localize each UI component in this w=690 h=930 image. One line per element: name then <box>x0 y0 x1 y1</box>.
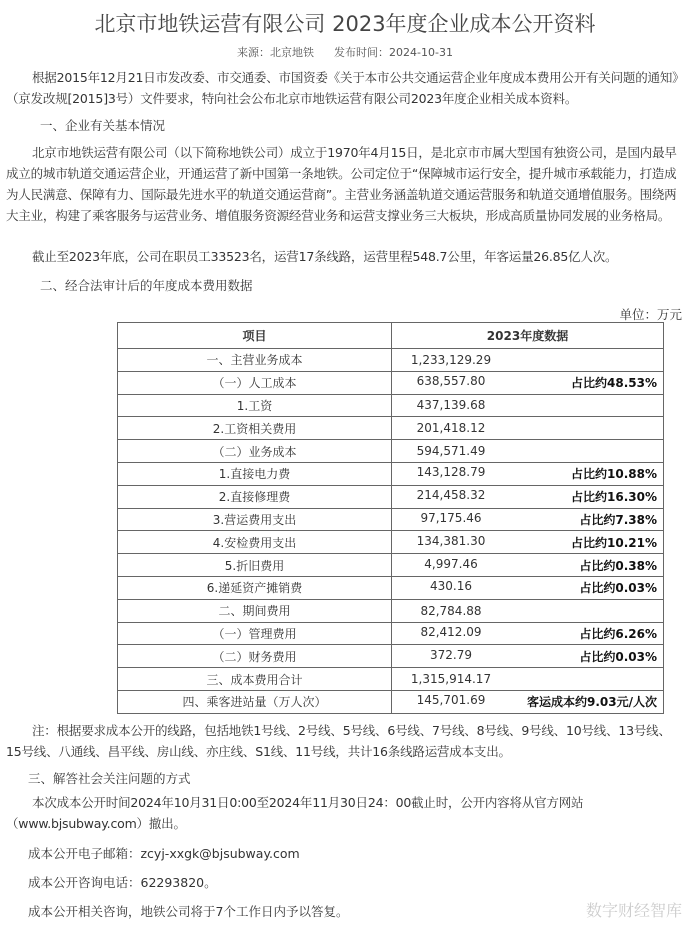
row-item: 2.直接修理费 <box>118 485 392 508</box>
row-item: 4.安检费用支出 <box>118 531 392 554</box>
row-value: 214,458.32 <box>416 488 486 503</box>
row-item: 5.折旧费用 <box>118 554 392 577</box>
row-value-cell <box>392 349 664 372</box>
row-value-cell <box>392 371 664 394</box>
row-note: 占比约7.38% <box>579 512 657 527</box>
row-note: 占比约0.38% <box>579 558 657 573</box>
table-row <box>118 349 664 372</box>
row-value-cell <box>392 417 664 440</box>
row-note: 占比约16.30% <box>571 490 657 505</box>
row-value: 430.16 <box>430 579 472 594</box>
table-row <box>118 599 664 622</box>
row-item: 1.工资 <box>118 394 392 417</box>
section-heading-2: 二、经合法审计后的年度成本费用数据 <box>40 278 253 293</box>
row-item: （二）财务费用 <box>118 645 392 668</box>
table-row <box>118 690 664 713</box>
row-item: 一、主营业务成本 <box>118 349 392 372</box>
row-item: 二、期间费用 <box>118 599 392 622</box>
intro-paragraph: 根据2015年12月21日市发改委、市交通委、市国资委《关于本市公共交通运营企业年度成本费用公开有关问题的通知》（京发改规[2015]3号）文件要求，特向社会公布北京市地铁运营有限公司2023年度企业相关成本资料。 <box>6 70 679 106</box>
table-row <box>118 554 664 577</box>
reply-line: 成本公开相关咨询，地铁公司将于7个工作日内予以答复。 <box>28 904 349 919</box>
source: 来源：北京地铁 <box>237 46 315 59</box>
row-item: 3.营运费用支出 <box>118 508 392 531</box>
row-value: 4,997.46 <box>424 556 478 571</box>
row-value-cell <box>392 690 664 713</box>
stats-paragraph: 截止至2023年底，公司在职员工33523名，运营17条线路，运营里程548.7公里，年客运量26.85亿人次。 <box>32 249 618 264</box>
publish-date: 发布时间：2024-10-31 <box>334 46 453 59</box>
row-value: 145,701.69 <box>416 693 486 708</box>
row-item: （二）业务成本 <box>118 440 392 463</box>
row-value: 594,571.49 <box>416 444 486 459</box>
table-row <box>118 417 664 440</box>
table-row <box>118 576 664 599</box>
table-row <box>118 645 664 668</box>
table-row <box>118 462 664 485</box>
row-value-cell <box>392 508 664 531</box>
table-row <box>118 485 664 508</box>
table-header-row <box>118 323 664 349</box>
header-data: 2023年度数据 <box>392 323 664 349</box>
watermark: 数字财经智库 <box>585 901 682 920</box>
note-paragraph: 注：根据要求成本公开的线路，包括地铁1号线、2号线、5号线、6号线、7号线、8号线、9号线、10号线、13号线、15号线、八通线、昌平线、房山线、亦庄线、S1线、11号线，共计16条线路运营成本支出。 <box>6 723 671 759</box>
email-line: 成本公开电子邮箱：zcyj-xxgk@bjsubway.com <box>28 846 300 861</box>
row-value: 82,784.88 <box>420 603 482 618</box>
page-title: 北京市地铁运营有限公司 2023年度企业成本公开资料 <box>94 12 596 36</box>
header-item: 项目 <box>118 323 392 349</box>
row-note: 客运成本约9.03元/人次 <box>527 695 657 710</box>
section-heading-1: 一、企业有关基本情况 <box>40 118 166 133</box>
row-value-cell <box>392 531 664 554</box>
row-value: 143,128.79 <box>416 465 486 480</box>
row-value: 82,412.09 <box>420 624 482 639</box>
row-value-cell <box>392 554 664 577</box>
basic-info-paragraph: 北京市地铁运营有限公司（以下简称地铁公司）成立于1970年4月15日，是北京市市属大型国有独资公司，是国内最早成立的城市轨道交通运营企业，开通运营了新中国第一条地铁。公司定位于“保障城市运行安全，提升城市承载能力，打造成为人民满意、保障有力、国际最先进水平的轨道交通运营商”。主营业务涵盖轨道交通运营服务和轨道交通增值服务。围绕两大主业，构建了乘客服务与运营业务、增值服务资源经营业务和运营支撑业务三大板块，形成高质量协同发展的业务格局。 <box>6 145 677 223</box>
meta-line <box>0 44 690 60</box>
row-item: 四、乘客进站量（万人次） <box>118 690 392 713</box>
row-item: （一）人工成本 <box>118 371 392 394</box>
row-item: 1.直接电力费 <box>118 462 392 485</box>
row-note: 占比约10.21% <box>571 535 657 550</box>
row-value: 1,315,914.17 <box>410 672 492 687</box>
table-row <box>118 622 664 645</box>
row-note: 占比约48.53% <box>571 376 657 391</box>
row-value-cell <box>392 645 664 668</box>
row-value-cell <box>392 622 664 645</box>
row-value: 437,139.68 <box>416 398 486 413</box>
table-row <box>118 508 664 531</box>
period-paragraph: 本次成本公开时间2024年10月31日0:00至2024年11月30日24：00截止时，公开内容将从官方网站（www.bjsubway.com）撤出。 <box>6 795 584 831</box>
row-value: 372.79 <box>430 647 472 662</box>
row-value: 97,175.46 <box>420 510 482 525</box>
row-value: 201,418.12 <box>416 421 486 436</box>
table-row <box>118 531 664 554</box>
row-value-cell <box>392 462 664 485</box>
row-item: 2.工资相关费用 <box>118 417 392 440</box>
row-note: 占比约0.03% <box>579 581 657 596</box>
table-row <box>118 440 664 463</box>
table-row <box>118 371 664 394</box>
row-value-cell <box>392 485 664 508</box>
row-value-cell <box>392 599 664 622</box>
section-heading-3: 三、解答社会关注问题的方式 <box>28 771 191 786</box>
row-value: 1,233,129.29 <box>410 352 492 367</box>
row-value: 134,381.30 <box>416 533 486 548</box>
row-value-cell <box>392 394 664 417</box>
row-value-cell <box>392 668 664 691</box>
row-item: （一）管理费用 <box>118 622 392 645</box>
row-item: 6.递延资产摊销费 <box>118 576 392 599</box>
table-row <box>118 394 664 417</box>
phone-line: 成本公开咨询电话：62293820。 <box>28 875 217 890</box>
row-value: 638,557.80 <box>416 374 486 389</box>
row-note: 占比约0.03% <box>579 649 657 664</box>
row-item: 三、成本费用合计 <box>118 668 392 691</box>
unit-label: 单位：万元 <box>619 307 682 322</box>
row-value-cell <box>392 440 664 463</box>
row-value-cell <box>392 576 664 599</box>
table-row <box>118 668 664 691</box>
row-note: 占比约10.88% <box>571 467 657 482</box>
cost-table <box>117 322 664 714</box>
row-note: 占比约6.26% <box>579 626 657 641</box>
